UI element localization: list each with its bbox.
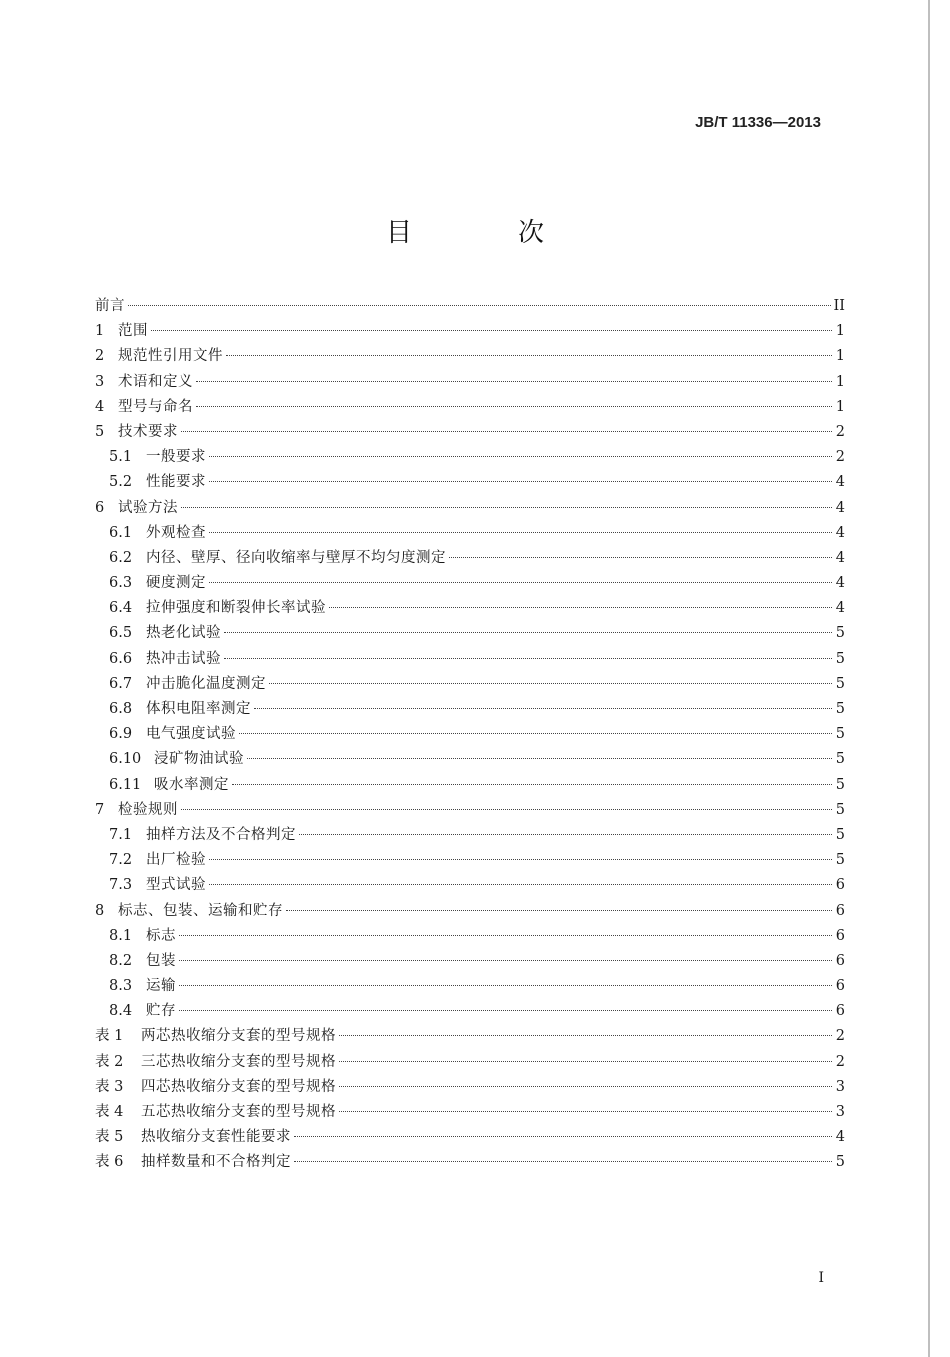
- toc-entry-page: 1: [835, 348, 845, 365]
- toc-entry[interactable]: [95, 924, 845, 949]
- toc-entry-label: 内径、壁厚、径向收缩率与壁厚不均匀度测定: [146, 549, 446, 566]
- toc-entry-number: 6.1: [109, 524, 133, 541]
- dot-leader: [209, 884, 832, 885]
- toc-entry[interactable]: [95, 999, 845, 1024]
- toc-entry-number: 6.10: [109, 751, 142, 768]
- toc-entry-label: 型式试验: [146, 877, 206, 894]
- dot-leader: [179, 935, 832, 936]
- toc-entry-label: 术语和定义: [118, 373, 193, 390]
- toc-entry[interactable]: [95, 294, 845, 319]
- toc-entry-label: 一般要求: [146, 449, 206, 466]
- toc-entry[interactable]: [95, 621, 845, 646]
- toc-entry-number: 6.2: [109, 549, 133, 566]
- toc-entry-page: 1: [835, 373, 845, 390]
- toc-entry[interactable]: [95, 596, 845, 621]
- toc-entry-page: 4: [835, 1129, 845, 1146]
- toc-entry-page: 4: [835, 499, 845, 516]
- toc-entry-label: 热老化试验: [146, 625, 221, 642]
- toc-entry-number: 8.3: [109, 978, 133, 995]
- dot-leader: [286, 910, 832, 911]
- toc-entry-page: 5: [835, 1154, 845, 1171]
- dot-leader: [339, 1061, 832, 1062]
- dot-leader: [239, 733, 832, 734]
- dot-leader: [254, 708, 832, 709]
- toc-entry-number: 表 2: [95, 1053, 124, 1070]
- toc-entry-label: 硬度测定: [146, 575, 206, 592]
- dot-leader: [209, 582, 832, 583]
- toc-entry-label: 抽样方法及不合格判定: [146, 826, 296, 843]
- toc-entry-label: 两芯热收缩分支套的型号规格: [141, 1028, 336, 1045]
- toc-entry-page: 5: [835, 826, 845, 843]
- toc-entry[interactable]: [95, 496, 845, 521]
- dot-leader: [294, 1136, 832, 1137]
- dot-leader: [449, 557, 832, 558]
- toc-entry-number: 8: [95, 902, 105, 919]
- dot-leader: [179, 985, 832, 986]
- toc-entry[interactable]: [95, 1024, 845, 1049]
- toc-entry-page: 5: [835, 625, 845, 642]
- dot-leader: [196, 381, 832, 382]
- toc-entry-number: 表 6: [95, 1154, 124, 1171]
- toc-entry[interactable]: [95, 445, 845, 470]
- toc-entry[interactable]: [95, 571, 845, 596]
- dot-leader: [232, 784, 832, 785]
- toc-entry[interactable]: [95, 697, 845, 722]
- toc-entry-label: 冲击脆化温度测定: [146, 675, 266, 692]
- toc-entry-number: 表 5: [95, 1129, 124, 1146]
- toc-entry[interactable]: [95, 848, 845, 873]
- toc-entry[interactable]: [95, 1100, 845, 1125]
- toc-entry-page: 4: [835, 549, 845, 566]
- dot-leader: [226, 355, 832, 356]
- toc-entry-number: 1: [95, 323, 105, 340]
- toc-entry-label: 出厂检验: [146, 852, 206, 869]
- toc-entry-page: 1: [835, 323, 845, 340]
- toc-entry-page: 4: [835, 524, 845, 541]
- dot-leader: [209, 859, 832, 860]
- toc-entry-label: 浸矿物油试验: [154, 751, 244, 768]
- dot-leader: [209, 532, 832, 533]
- toc-entry-page: 2: [835, 449, 845, 466]
- toc-entry-page: 2: [835, 1028, 845, 1045]
- dot-leader: [339, 1035, 832, 1036]
- dot-leader: [224, 658, 832, 659]
- toc-entry-label: 运输: [146, 978, 176, 995]
- toc-entry-label: 试验方法: [118, 499, 178, 516]
- toc-entry-page: 5: [835, 751, 845, 768]
- toc-entry-label: 抽样数量和不合格判定: [141, 1154, 291, 1171]
- dot-leader: [181, 809, 832, 810]
- toc-entry-page: 4: [835, 600, 845, 617]
- toc-entry-number: 6.11: [109, 776, 142, 793]
- standard-number: JB/T 11336—2013: [695, 114, 821, 131]
- toc-entry[interactable]: [95, 722, 845, 747]
- toc-entry[interactable]: [95, 420, 845, 445]
- toc-entry-label: 贮存: [146, 1003, 176, 1020]
- dot-leader: [179, 1010, 832, 1011]
- toc-entry-page: 2: [835, 1053, 845, 1070]
- toc-entry[interactable]: [95, 647, 845, 672]
- toc-entry[interactable]: [95, 974, 845, 999]
- dot-leader: [181, 507, 832, 508]
- toc-entry-number: 2: [95, 348, 105, 365]
- toc-entry[interactable]: [95, 521, 845, 546]
- toc-entry-page: 3: [835, 1078, 845, 1095]
- toc-entry-number: 7.1: [109, 826, 133, 843]
- dot-leader: [224, 632, 832, 633]
- toc-entry-number: 6.4: [109, 600, 133, 617]
- toc-entry-label: 电气强度试验: [146, 726, 236, 743]
- toc-entry-page: 6: [835, 978, 845, 995]
- toc-entry[interactable]: [95, 370, 845, 395]
- toc-entry-label: 三芯热收缩分支套的型号规格: [141, 1053, 336, 1070]
- toc-entry-number: 5.2: [109, 474, 133, 491]
- toc-entry-label: 热收缩分支套性能要求: [141, 1129, 291, 1146]
- toc-entry-page: 5: [835, 776, 845, 793]
- toc-entry[interactable]: [95, 773, 845, 798]
- toc-entry-number: 6.9: [109, 726, 133, 743]
- toc-entry[interactable]: [95, 1125, 845, 1150]
- toc-entry[interactable]: [95, 823, 845, 848]
- dot-leader: [294, 1161, 832, 1162]
- toc-entry-label: 五芯热收缩分支套的型号规格: [141, 1104, 336, 1120]
- toc-entry-page: 3: [835, 1104, 845, 1120]
- toc-entry-number: 5: [95, 423, 105, 440]
- toc-entry[interactable]: [95, 747, 845, 772]
- toc-entry-number: 6: [95, 499, 105, 516]
- toc-entry-number: 8.4: [109, 1003, 133, 1020]
- toc-entry-label: 包装: [146, 952, 176, 969]
- toc-entry-page: 5: [835, 801, 845, 818]
- toc-entry[interactable]: [95, 1075, 845, 1100]
- toc-entry-label: 范围: [118, 323, 148, 340]
- toc-entry-label: 规范性引用文件: [118, 348, 223, 365]
- toc-entry[interactable]: [95, 1050, 845, 1075]
- toc-entry[interactable]: [95, 546, 845, 571]
- toc-entry[interactable]: [95, 319, 845, 344]
- toc-entry-label: 性能要求: [146, 474, 206, 491]
- toc-entry[interactable]: [95, 899, 845, 924]
- toc-entry-label: 热冲击试验: [146, 650, 221, 667]
- toc-entry[interactable]: [95, 873, 845, 898]
- toc-entry-page: 5: [835, 701, 845, 717]
- table-of-contents: [95, 294, 845, 1176]
- toc-entry-label: 型号与命名: [118, 398, 193, 415]
- toc-entry-page: 4: [835, 474, 845, 491]
- toc-entry-page: 6: [835, 1003, 845, 1020]
- dot-leader: [339, 1086, 832, 1087]
- toc-entry-label: 拉伸强度和断裂伸长率试验: [146, 600, 326, 617]
- toc-entry[interactable]: [95, 1150, 845, 1175]
- toc-entry-label: 前言: [95, 298, 125, 314]
- toc-entry-page: 5: [835, 650, 845, 667]
- toc-entry-number: 3: [95, 373, 105, 390]
- dot-leader: [269, 683, 832, 684]
- toc-entry-page: 1: [835, 398, 845, 415]
- toc-entry-number: 6.8: [109, 701, 133, 717]
- toc-entry-label: 四芯热收缩分支套的型号规格: [141, 1078, 336, 1095]
- dot-leader: [151, 330, 832, 331]
- toc-entry-label: 检验规则: [118, 801, 178, 818]
- toc-entry-number: 表 4: [95, 1104, 124, 1120]
- toc-entry-number: 表 3: [95, 1078, 124, 1095]
- toc-entry-number: 8.1: [109, 927, 133, 944]
- toc-entry-page: 2: [835, 423, 845, 440]
- toc-entry[interactable]: [95, 949, 845, 974]
- toc-entry-label: 标志: [146, 927, 176, 944]
- toc-entry-number: 7.3: [109, 877, 133, 894]
- page-folio: I: [818, 1270, 824, 1286]
- toc-entry[interactable]: [95, 470, 845, 495]
- toc-entry-number: 4: [95, 398, 105, 415]
- toc-entry-number: 6.6: [109, 650, 133, 667]
- toc-entry-number: 6.3: [109, 575, 133, 592]
- toc-entry-page: 5: [835, 675, 845, 692]
- dot-leader: [181, 431, 832, 432]
- toc-entry-number: 8.2: [109, 952, 133, 969]
- toc-entry[interactable]: [95, 672, 845, 697]
- page-title: 目 次: [385, 218, 584, 248]
- toc-entry-label: 标志、包装、运输和贮存: [118, 902, 283, 919]
- dot-leader: [128, 305, 831, 306]
- toc-entry-number: 7: [95, 801, 105, 818]
- dot-leader: [179, 960, 832, 961]
- toc-entry[interactable]: [95, 344, 845, 369]
- toc-entry-label: 体积电阻率测定: [146, 701, 251, 717]
- dot-leader: [196, 406, 832, 407]
- toc-entry-page: 6: [835, 902, 845, 919]
- toc-entry-page: 5: [835, 726, 845, 743]
- toc-entry-page: 6: [835, 877, 845, 894]
- toc-entry-number: 6.7: [109, 675, 133, 692]
- toc-entry-page: 5: [835, 852, 845, 869]
- dot-leader: [299, 834, 832, 835]
- dot-leader: [339, 1111, 832, 1112]
- dot-leader: [209, 456, 832, 457]
- toc-entry-page: 6: [835, 927, 845, 944]
- toc-entry-number: 7.2: [109, 852, 133, 869]
- dot-leader: [247, 758, 832, 759]
- toc-entry-page: 6: [835, 952, 845, 969]
- toc-entry-label: 技术要求: [118, 423, 178, 440]
- toc-entry-label: 外观检查: [146, 524, 206, 541]
- dot-leader: [209, 481, 832, 482]
- toc-entry-number: 5.1: [109, 449, 133, 466]
- toc-entry[interactable]: [95, 798, 845, 823]
- toc-entry-label: 吸水率测定: [154, 776, 229, 793]
- toc-entry[interactable]: [95, 395, 845, 420]
- dot-leader: [329, 607, 832, 608]
- toc-entry-page: 4: [835, 575, 845, 592]
- toc-entry-number: 6.5: [109, 625, 133, 642]
- toc-entry-number: 表 1: [95, 1028, 124, 1045]
- toc-entry-page: II: [833, 298, 845, 314]
